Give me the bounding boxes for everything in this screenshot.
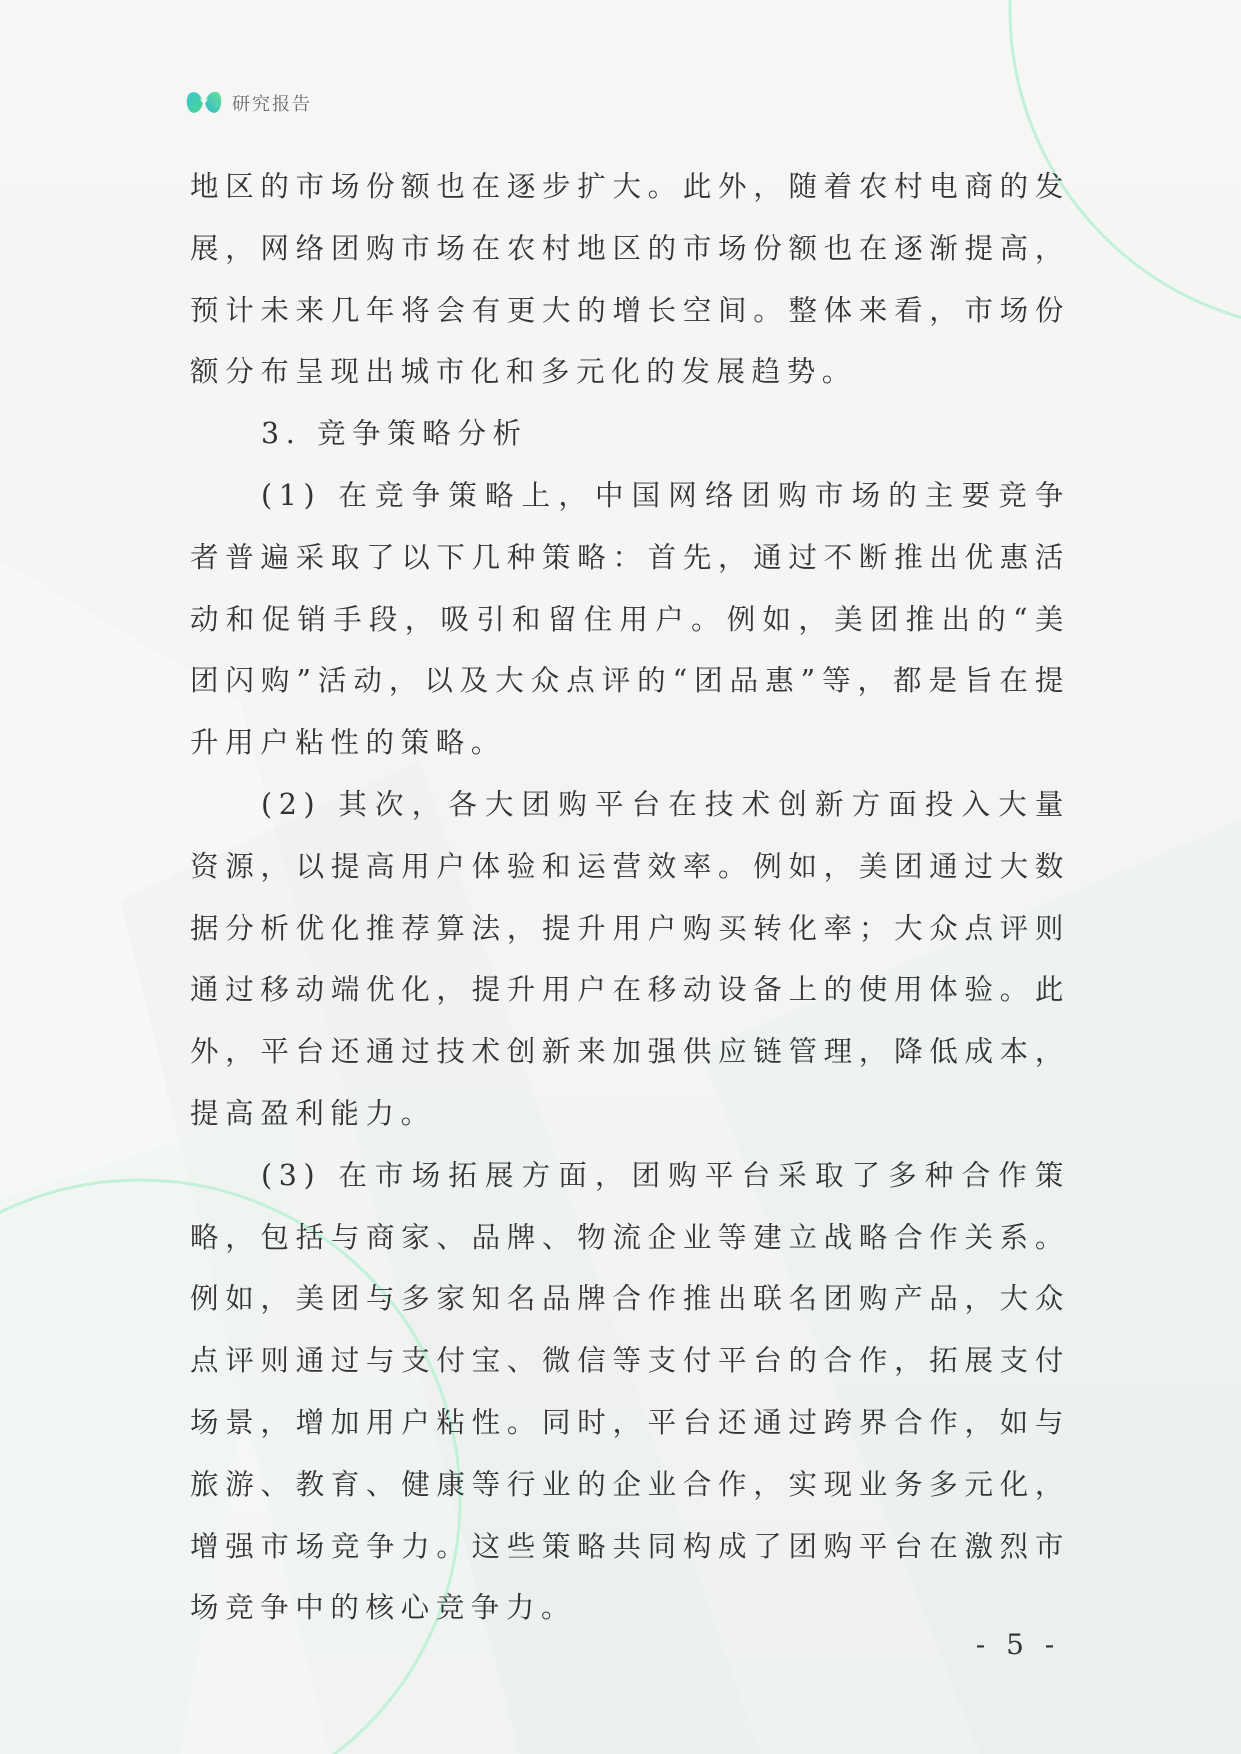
- section-heading: 3. 竞争策略分析: [261, 417, 528, 451]
- report-header: [186, 86, 312, 120]
- paragraph-intro: 地区的市场份额也在逐步扩大。此外，随着农村电商的发展，网络团购市场在农村地区的市场份额也在逐渐提高，预计未来几年将会有更大的增长空间。整体来看，市场份额分布呈现出城市化和多元化的发展趋势。: [190, 170, 1070, 389]
- paragraph-strategy-1: (1) 在竞争策略上，中国网络团购市场的主要竞争者普遍采取了以下几种策略：首先，通过不断推出优惠活动和促销手段，吸引和留住用户。例如，美团推出的“美团闪购”活动，以及大众点评的“团品惠”等，都是旨在提升用户粘性的策略。: [190, 478, 1070, 760]
- page-number: - 5 -: [975, 1628, 1061, 1661]
- butterfly-logo-icon: [186, 88, 222, 118]
- paragraph-strategy-3: (3) 在市场拓展方面，团购平台采取了多种合作策略，包括与商家、品牌、物流企业等建立战略合作关系。例如，美团与多家知名品牌合作推出联名团购产品，大众点评则通过与支付宝、微信等支付平台的合作，拓展支付场景，增加用户粘性。同时，平台还通过跨界合作，如与旅游、教育、健康等行业的企业合作，实现业务多元化，增强市场竞争力。这些策略共同构成了团购平台在激烈市场竞争中的核心竞争力。: [190, 1158, 1070, 1625]
- document-body: [190, 156, 1070, 1639]
- paragraph-strategy-2: (2) 其次，各大团购平台在技术创新方面投入大量资源，以提高用户体验和运营效率。例如，美团通过大数据分析优化推荐算法，提升用户购买转化率；大众点评则通过移动端优化，提升用户在移动设备上的使用体验。此外，平台还通过技术创新来加强供应链管理，降低成本，提高盈利能力。: [190, 787, 1070, 1130]
- report-header-title: 研究报告: [232, 94, 312, 115]
